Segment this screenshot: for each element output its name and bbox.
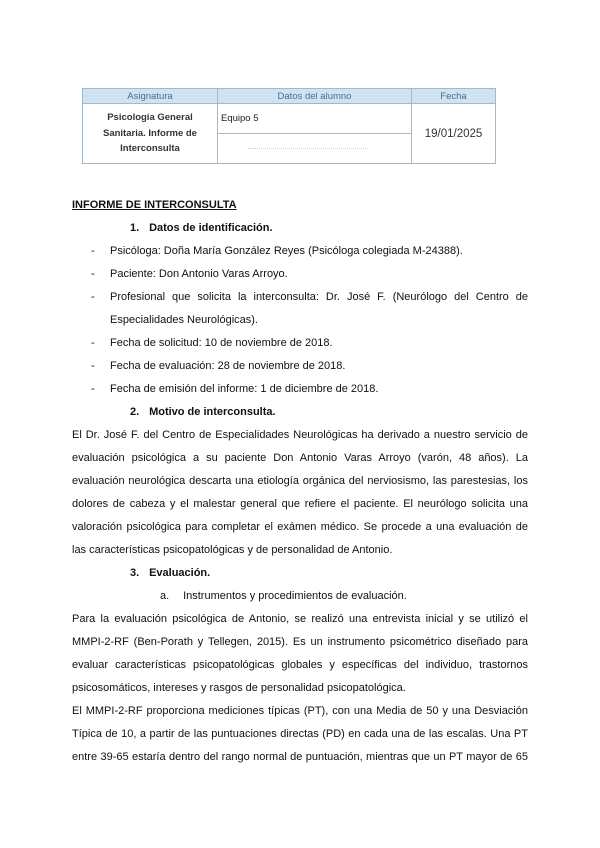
paragraph: El MMPI-2-RF proporciona mediciones típicas (PT), con una Media de 50 y una Desviación Típica de 10, a partir de las puntuaciones directas (PD) en cada una de las escalas. Una PT entre 39-65 estaría dentro del rango normal de puntuación, mientras que un PT mayor de 65 [72, 705, 528, 763]
student-names-blank [218, 134, 411, 160]
team-name: Equipo 5 [218, 107, 411, 134]
subject-line: Sanitaria. Informe de [103, 127, 197, 139]
paragraph: Para la evaluación psicológica de Antonio, se realizó una entrevista inicial y se utilizó el MMPI-2-RF (Ben-Porath y Tellegen, 2015). Es un instrumento psicométrico diseñado para evaluar características psicopatológicas globales y específicas del individuo, trastornos psicosomáticos, intereses y rasgos de personalidad psicopatológica. [72, 613, 528, 694]
identification-list [72, 240, 528, 401]
list-item: - Psicóloga: Doña María González Reyes (Psicóloga colegiada M-24388). [72, 240, 528, 263]
list-item: - Fecha de emisión del informe: 1 de diciembre de 2018. [72, 378, 528, 401]
section-title: Datos de identificación. [149, 222, 273, 234]
subsection-title: Instrumentos y procedimientos de evaluación. [183, 590, 407, 602]
section-title: Motivo de interconsulta. [149, 406, 276, 418]
section-number: 1. [130, 222, 140, 234]
section-title: Evaluación. [149, 567, 211, 579]
report-body [72, 194, 528, 769]
header-subject-label: Asignatura [83, 89, 218, 104]
subsection-heading [72, 585, 528, 608]
subject-cell [83, 104, 218, 164]
section-number: 3. [130, 567, 140, 579]
subject-line: Psicología General [107, 112, 193, 123]
header-date-label: Fecha [412, 89, 496, 104]
list-item: - Paciente: Don Antonio Varas Arroyo. [72, 263, 528, 286]
section-number: 2. [130, 406, 140, 418]
list-item: - Fecha de solicitud: 10 de noviembre de 2018. [72, 332, 528, 355]
list-item: - Fecha de evaluación: 28 de noviembre de 2018. [72, 355, 528, 378]
section-heading [72, 401, 528, 424]
subsection-number: a. [160, 590, 170, 602]
date-value: 19/01/2025 [412, 104, 496, 164]
subject-line: Interconsulta [120, 143, 180, 155]
header-table [82, 88, 496, 164]
list-item: - Profesional que solicita la interconsulta: Dr. José F. (Neurólogo del Centro de Especialidades Neurológicas). [72, 286, 528, 332]
section-heading [72, 562, 528, 585]
section-heading [72, 217, 528, 240]
student-cell [218, 104, 412, 164]
paragraph: El Dr. José F. del Centro de Especialidades Neurológicas ha derivado a nuestro servicio de evaluación psicológica a su paciente Don Antonio Varas Arroyo (varón, 48 años). La evaluación neurológica descarta una etiología orgánica del nerviosismo, las parestesias, los dolores de cabeza y el malestar general que refiere el paciente. El neurólogo solicita una valoración psicológica para completar el exámen médico. Se procede a una evaluación de las características psicopatológicas y de personalidad de Antonio. [72, 429, 528, 556]
header-student-label: Datos del alumno [218, 89, 412, 104]
document-title: INFORME DE INTERCONSULTA [72, 199, 237, 211]
